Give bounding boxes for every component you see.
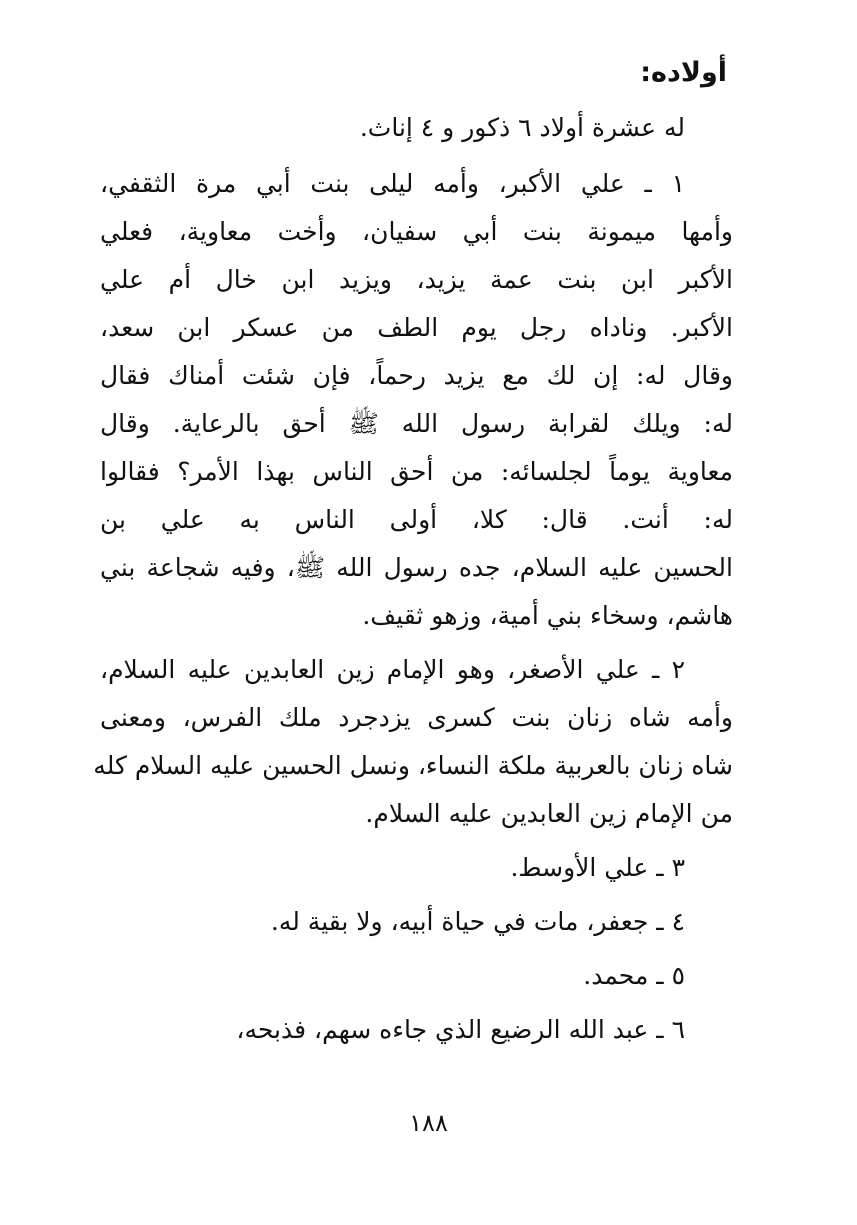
intro-line: له عشرة أولاد ٦ ذكور و ٤ إناث. bbox=[359, 113, 685, 142]
paragraph-line: وقال له: إن لك مع يزيد رحماً، فإن شئت أمناك فقال bbox=[100, 361, 733, 390]
paragraph-line: وأمها ميمونة بنت أبي سفيان، وأخت معاوية، فعلي bbox=[100, 217, 733, 246]
paragraph-item-1 bbox=[100, 160, 733, 640]
list-item-4: ٤ ـ جعفر، مات في حياة أبيه، ولا بقية له. bbox=[270, 907, 685, 936]
list-item-6: ٦ ـ عبد الله الرضيع الذي جاءه سهم، فذبحه، bbox=[236, 1015, 685, 1044]
paragraph-line: الأكبر. وناداه رجل يوم الطف من عسكر ابن سعد، bbox=[100, 313, 733, 342]
paragraph-line: معاوية يوماً لجلسائه: من أحق الناس بهذا الأمر؟ فقالوا bbox=[100, 457, 733, 486]
section-heading: أولاده: bbox=[640, 57, 727, 88]
list-item-3: ٣ ـ علي الأوسط. bbox=[510, 853, 685, 882]
paragraph-line: ٢ ـ علي الأصغر، وهو الإمام زين العابدين عليه السلام، bbox=[100, 655, 685, 684]
paragraph-item-2 bbox=[93, 646, 733, 838]
paragraph-line: ١ ـ علي الأكبر، وأمه ليلى بنت أبي مرة الثقفي، bbox=[100, 169, 685, 198]
paragraph-line: من الإمام زين العابدين عليه السلام. bbox=[365, 799, 733, 828]
paragraph-line: شاه زنان بالعربية ملكة النساء، ونسل الحسين عليه السلام كله bbox=[93, 751, 733, 780]
paragraph-line: الحسين عليه السلام، جده رسول الله ﷺ، وفيه شجاعة بني bbox=[100, 553, 733, 582]
list-item-5: ٥ ـ محمد. bbox=[583, 961, 685, 990]
paragraph-line: وأمه شاه زنان بنت كسرى يزدجرد ملك الفرس، ومعنى bbox=[100, 703, 733, 732]
page-number: ١٨٨ bbox=[409, 1109, 448, 1137]
paragraph-line: له: ويلك لقرابة رسول الله ﷺ أحق بالرعاية. وقال bbox=[100, 409, 733, 438]
page-body bbox=[93, 48, 733, 1054]
paragraph-line: الأكبر ابن بنت عمة يزيد، ويزيد ابن خال أم علي bbox=[100, 265, 733, 294]
paragraph-line: له: أنت. قال: كلا، أولى الناس به علي بن bbox=[100, 505, 733, 534]
paragraph-line: هاشم، وسخاء بني أمية، وزهو ثقيف. bbox=[362, 601, 733, 630]
